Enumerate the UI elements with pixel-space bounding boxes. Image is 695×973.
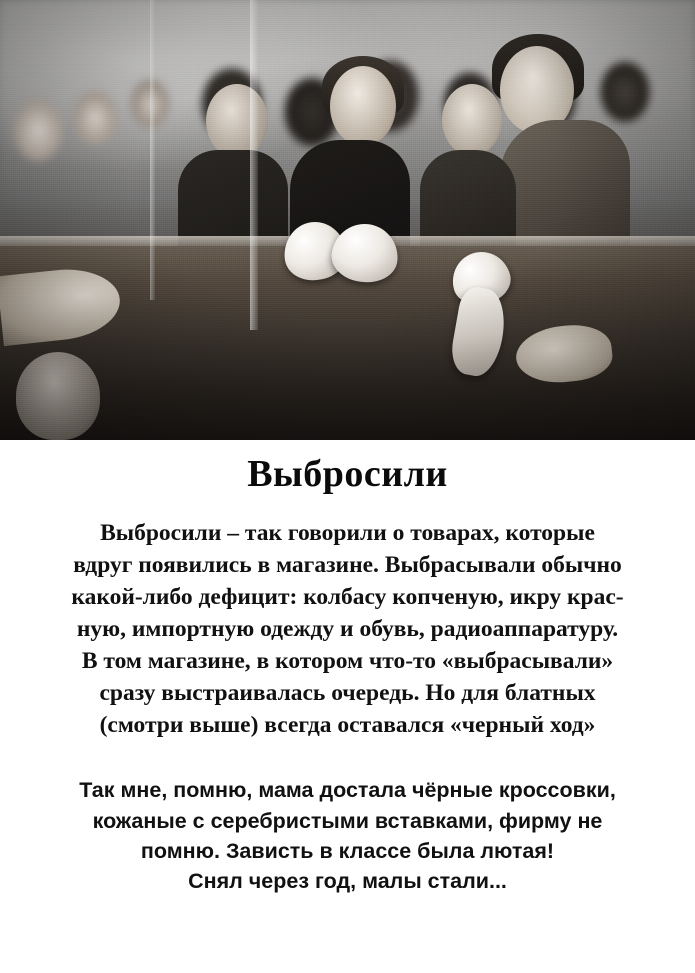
header-photo (0, 0, 695, 440)
paragraph-line: сразу выстраивалась очередь. Но для блатных (99, 679, 596, 706)
paragraph-line: В том магазине, в котором что-то «выбрасывали» (81, 647, 614, 674)
paragraph-line: Снял через год, малы стали... (188, 868, 507, 893)
photo-desaturate-layer (0, 0, 695, 440)
paragraph-line: вдруг появились в магазине. Выбрасывали обычно (73, 551, 622, 578)
article-body (0, 440, 695, 896)
page-title: Выбросили (247, 453, 448, 495)
paragraph-line: кожаные с серебристыми вставками, фирму не (92, 808, 603, 833)
paragraph-line: помню. Зависть в классе была лютая! (140, 838, 555, 863)
paragraph-anecdote (14, 775, 681, 895)
paragraph-line: ную, импортную одежду и обувь, радиоаппаратуру. (76, 615, 619, 642)
paragraph-definition (14, 518, 681, 742)
paragraph-spacer (14, 749, 681, 775)
paragraph-line: (смотри выше) всегда оставался «черный ход» (99, 711, 596, 738)
paragraph-line: Выбросили – так говорили о товарах, которые (100, 519, 595, 546)
paragraph-line: какой-либо дефицит: колбасу копченую, икру крас- (71, 583, 624, 610)
paragraph-line: Так мне, помню, мама достала чёрные кроссовки, (79, 778, 616, 803)
